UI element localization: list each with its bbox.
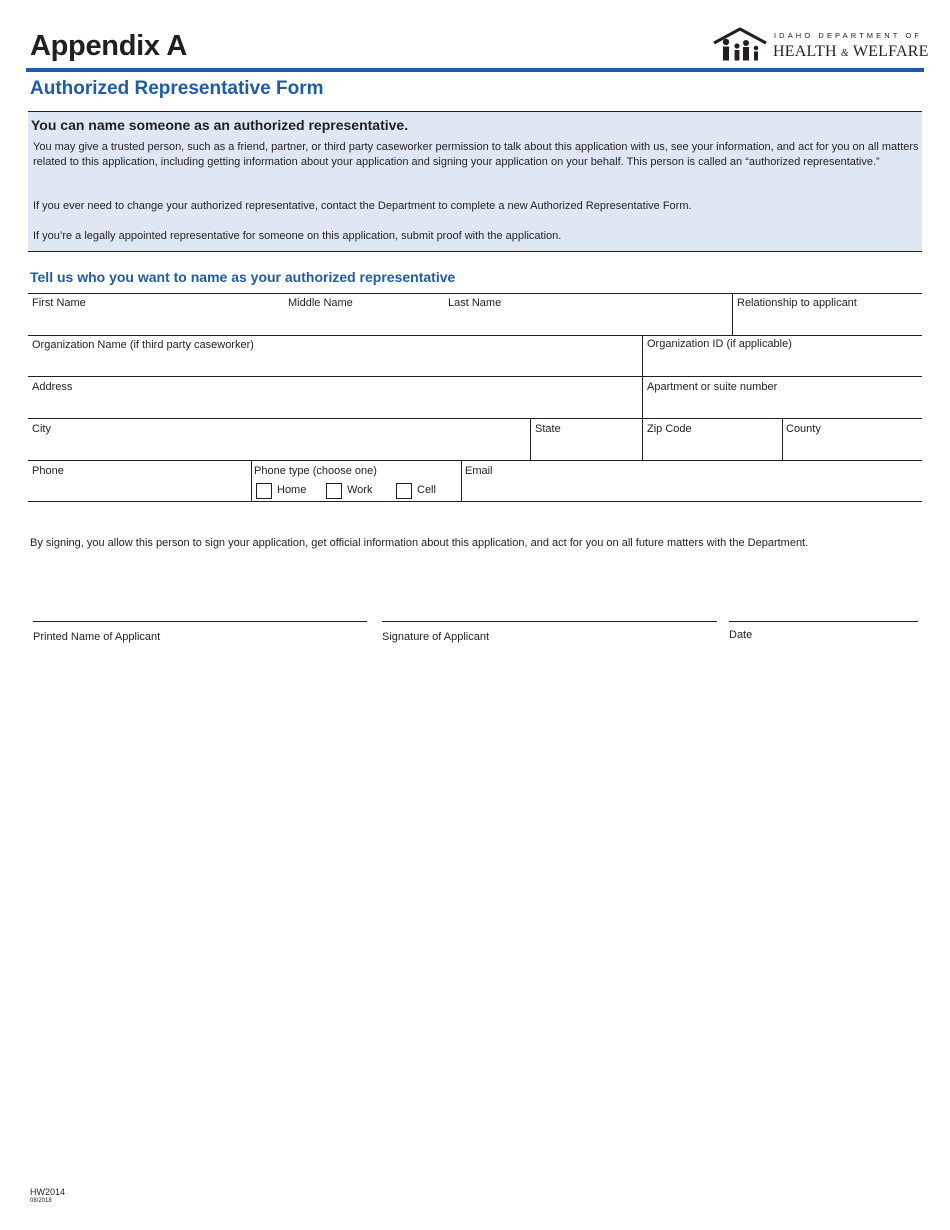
representative-section-heading: Tell us who you want to name as your authorized representative (30, 269, 456, 285)
printed-name-field[interactable] (33, 590, 367, 622)
printed-name-label: Printed Name of Applicant (33, 631, 161, 643)
form-rule (28, 501, 922, 502)
form-subtitle: Authorized Representative Form (30, 78, 324, 99)
printed-name-line (33, 621, 367, 622)
form-divider (251, 460, 252, 502)
county-label: County (786, 423, 821, 435)
logo-word-health: HEALTH (773, 43, 837, 60)
date-line (729, 621, 918, 622)
phone-type-home-checkbox[interactable] (256, 483, 272, 499)
phone-type-work-checkbox[interactable] (326, 483, 342, 499)
phone-type-label: Phone type (choose one) (254, 465, 377, 477)
date-field[interactable] (729, 590, 918, 622)
info-heading: You can name someone as an authorized representative. (31, 117, 409, 133)
phone-label: Phone (32, 465, 64, 477)
consent-statement: By signing, you allow this person to sign your application, get official information about this application, and act for you on all future matters with the Department. (30, 537, 809, 549)
info-paragraph-3: If you’re a legally appointed representative for someone on this application, submit proof with the application. (33, 230, 562, 242)
logo-word-welfare: WELFARE (852, 43, 929, 60)
page-title: Appendix A (30, 30, 188, 62)
zip-code-label: Zip Code (647, 423, 692, 435)
signature-line (382, 621, 717, 622)
first-name-label: First Name (32, 297, 86, 309)
form-revision-date: 08/2018 (30, 1198, 52, 1204)
phone-type-home-label: Home (277, 484, 307, 496)
relationship-label: Relationship to applicant (737, 297, 857, 309)
state-label: State (535, 423, 561, 435)
apartment-label: Apartment or suite number (647, 381, 778, 393)
form-code: HW2014 (30, 1187, 66, 1197)
info-paragraph-2: If you ever need to change your authorized representative, contact the Department to complete a new Authorized Representative Form. (33, 200, 692, 212)
phone-type-cell-checkbox[interactable] (396, 483, 412, 499)
middle-name-label: Middle Name (288, 297, 353, 309)
email-label: Email (465, 465, 493, 477)
family-house-icon (712, 26, 768, 64)
organization-name-label: Organization Name (if third party caseworker) (32, 339, 254, 351)
signature-field[interactable] (382, 590, 717, 622)
organization-id-label: Organization ID (if applicable) (647, 338, 792, 350)
info-paragraph-1: You may give a trusted person, such as a friend, partner, or third party caseworker permission to talk about this application with us, see your information, and act for you on all matters related to this application, including getting information about your application and signing your application on your behalf. This person is called an “authorized representative.” (33, 141, 919, 168)
signature-label: Signature of Applicant (382, 631, 490, 643)
department-logo (712, 26, 929, 66)
logo-wordmark (773, 43, 929, 61)
address-field[interactable] (28, 377, 642, 418)
info-box (28, 111, 922, 252)
phone-type-cell-label: Cell (417, 484, 436, 496)
logo-tagline: IDAHO DEPARTMENT OF (774, 31, 923, 40)
phone-type-work-label: Work (347, 484, 373, 496)
last-name-label: Last Name (448, 297, 502, 309)
address-label: Address (32, 381, 73, 393)
city-field[interactable] (28, 419, 530, 460)
logo-ampersand: & (840, 48, 849, 59)
date-label: Date (729, 629, 753, 641)
email-field[interactable] (462, 461, 922, 501)
city-label: City (32, 423, 51, 435)
header-rule (26, 68, 924, 72)
